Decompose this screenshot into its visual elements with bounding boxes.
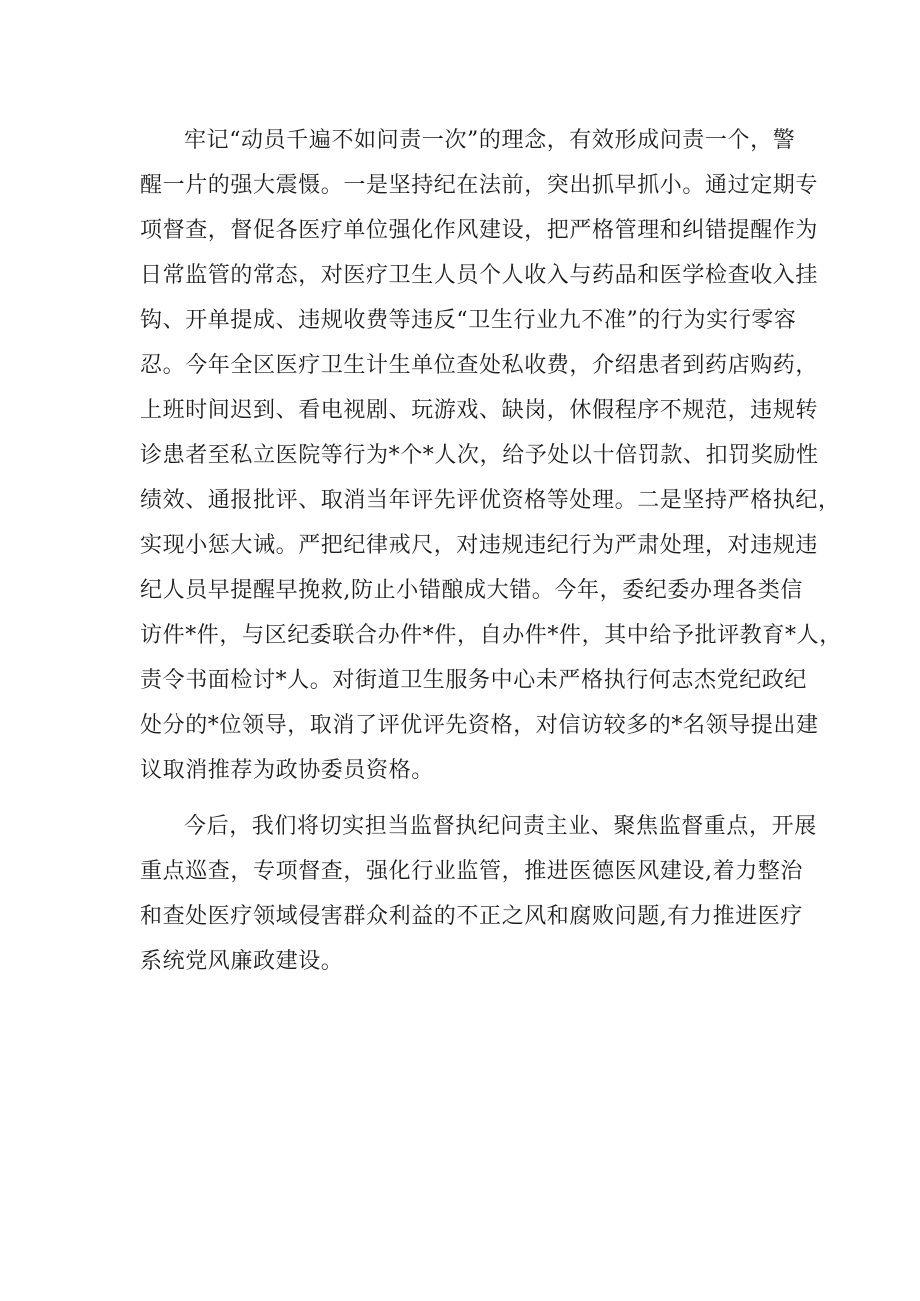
paragraph-line: 实现小惩大诫。严把纪律戒尺，对违规违纪行为严肃处理，对违规违 <box>140 533 819 558</box>
paragraph-line: 忍。今年全区医疗卫生计生单位查处私收费，介绍患者到药店购药， <box>140 353 819 378</box>
paragraph-line: 重点巡查，专项督查，强化行业监管，推进医德医风建设,着力整治 <box>140 859 803 884</box>
paragraph-line: 上班时间迟到、看电视剧、玩游戏、缺岗，休假程序不规范，违规转 <box>140 398 819 423</box>
paragraph-line: 和查处医疗领域侵害群众利益的不正之风和腐败问题,有力推进医疗 <box>140 904 803 929</box>
paragraph-line: 处分的*位领导，取消了评优评先资格，对信访较多的*名领导提出建 <box>140 713 819 738</box>
paragraph-line: 访件*件，与区纪委联合办件*件，自办件*件，其中给予批评教育*人， <box>140 623 842 648</box>
paragraph-line: 醒一片的强大震慑。一是坚持纪在法前，突出抓早抓小。通过定期专 <box>140 173 819 198</box>
paragraph-line: 日常监管的常态，对医疗卫生人员个人收入与药品和医学检查收入挂 <box>140 263 819 288</box>
paragraph-line: 系统党风廉政建设。 <box>140 949 344 974</box>
paragraph-line: 牢记“动员千遍不如问责一次”的理念，有效形成问责一个，警 <box>184 128 796 153</box>
paragraph-line: 诊患者至私立医院等行为*个*人次，给予处以十倍罚款、扣罚奖励性 <box>140 443 819 468</box>
paragraph-line: 议取消推荐为政协委员资格。 <box>140 758 434 783</box>
paragraph-line: 钩、开单提成、违规收费等违反“卫生行业九不准”的行为实行零容 <box>140 308 797 333</box>
paragraph-line: 责令书面检讨*人。对街道卫生服务中心未严格执行何志杰党纪政纪 <box>140 668 808 693</box>
paragraph-line: 绩效、通报批评、取消当年评先评优资格等处理。二是坚持严格执纪， <box>140 488 841 513</box>
paragraph-line: 项督查，督促各医疗单位强化作风建设，把严格管理和纠错提醒作为 <box>140 218 819 243</box>
paragraph-line: 今后，我们将切实担当监督执纪问责主业、聚焦监督重点，开展 <box>184 814 817 839</box>
paragraph-line: 纪人员早提醒早挽救,防止小错酿成大错。今年，委纪委办理各类信 <box>140 578 803 603</box>
